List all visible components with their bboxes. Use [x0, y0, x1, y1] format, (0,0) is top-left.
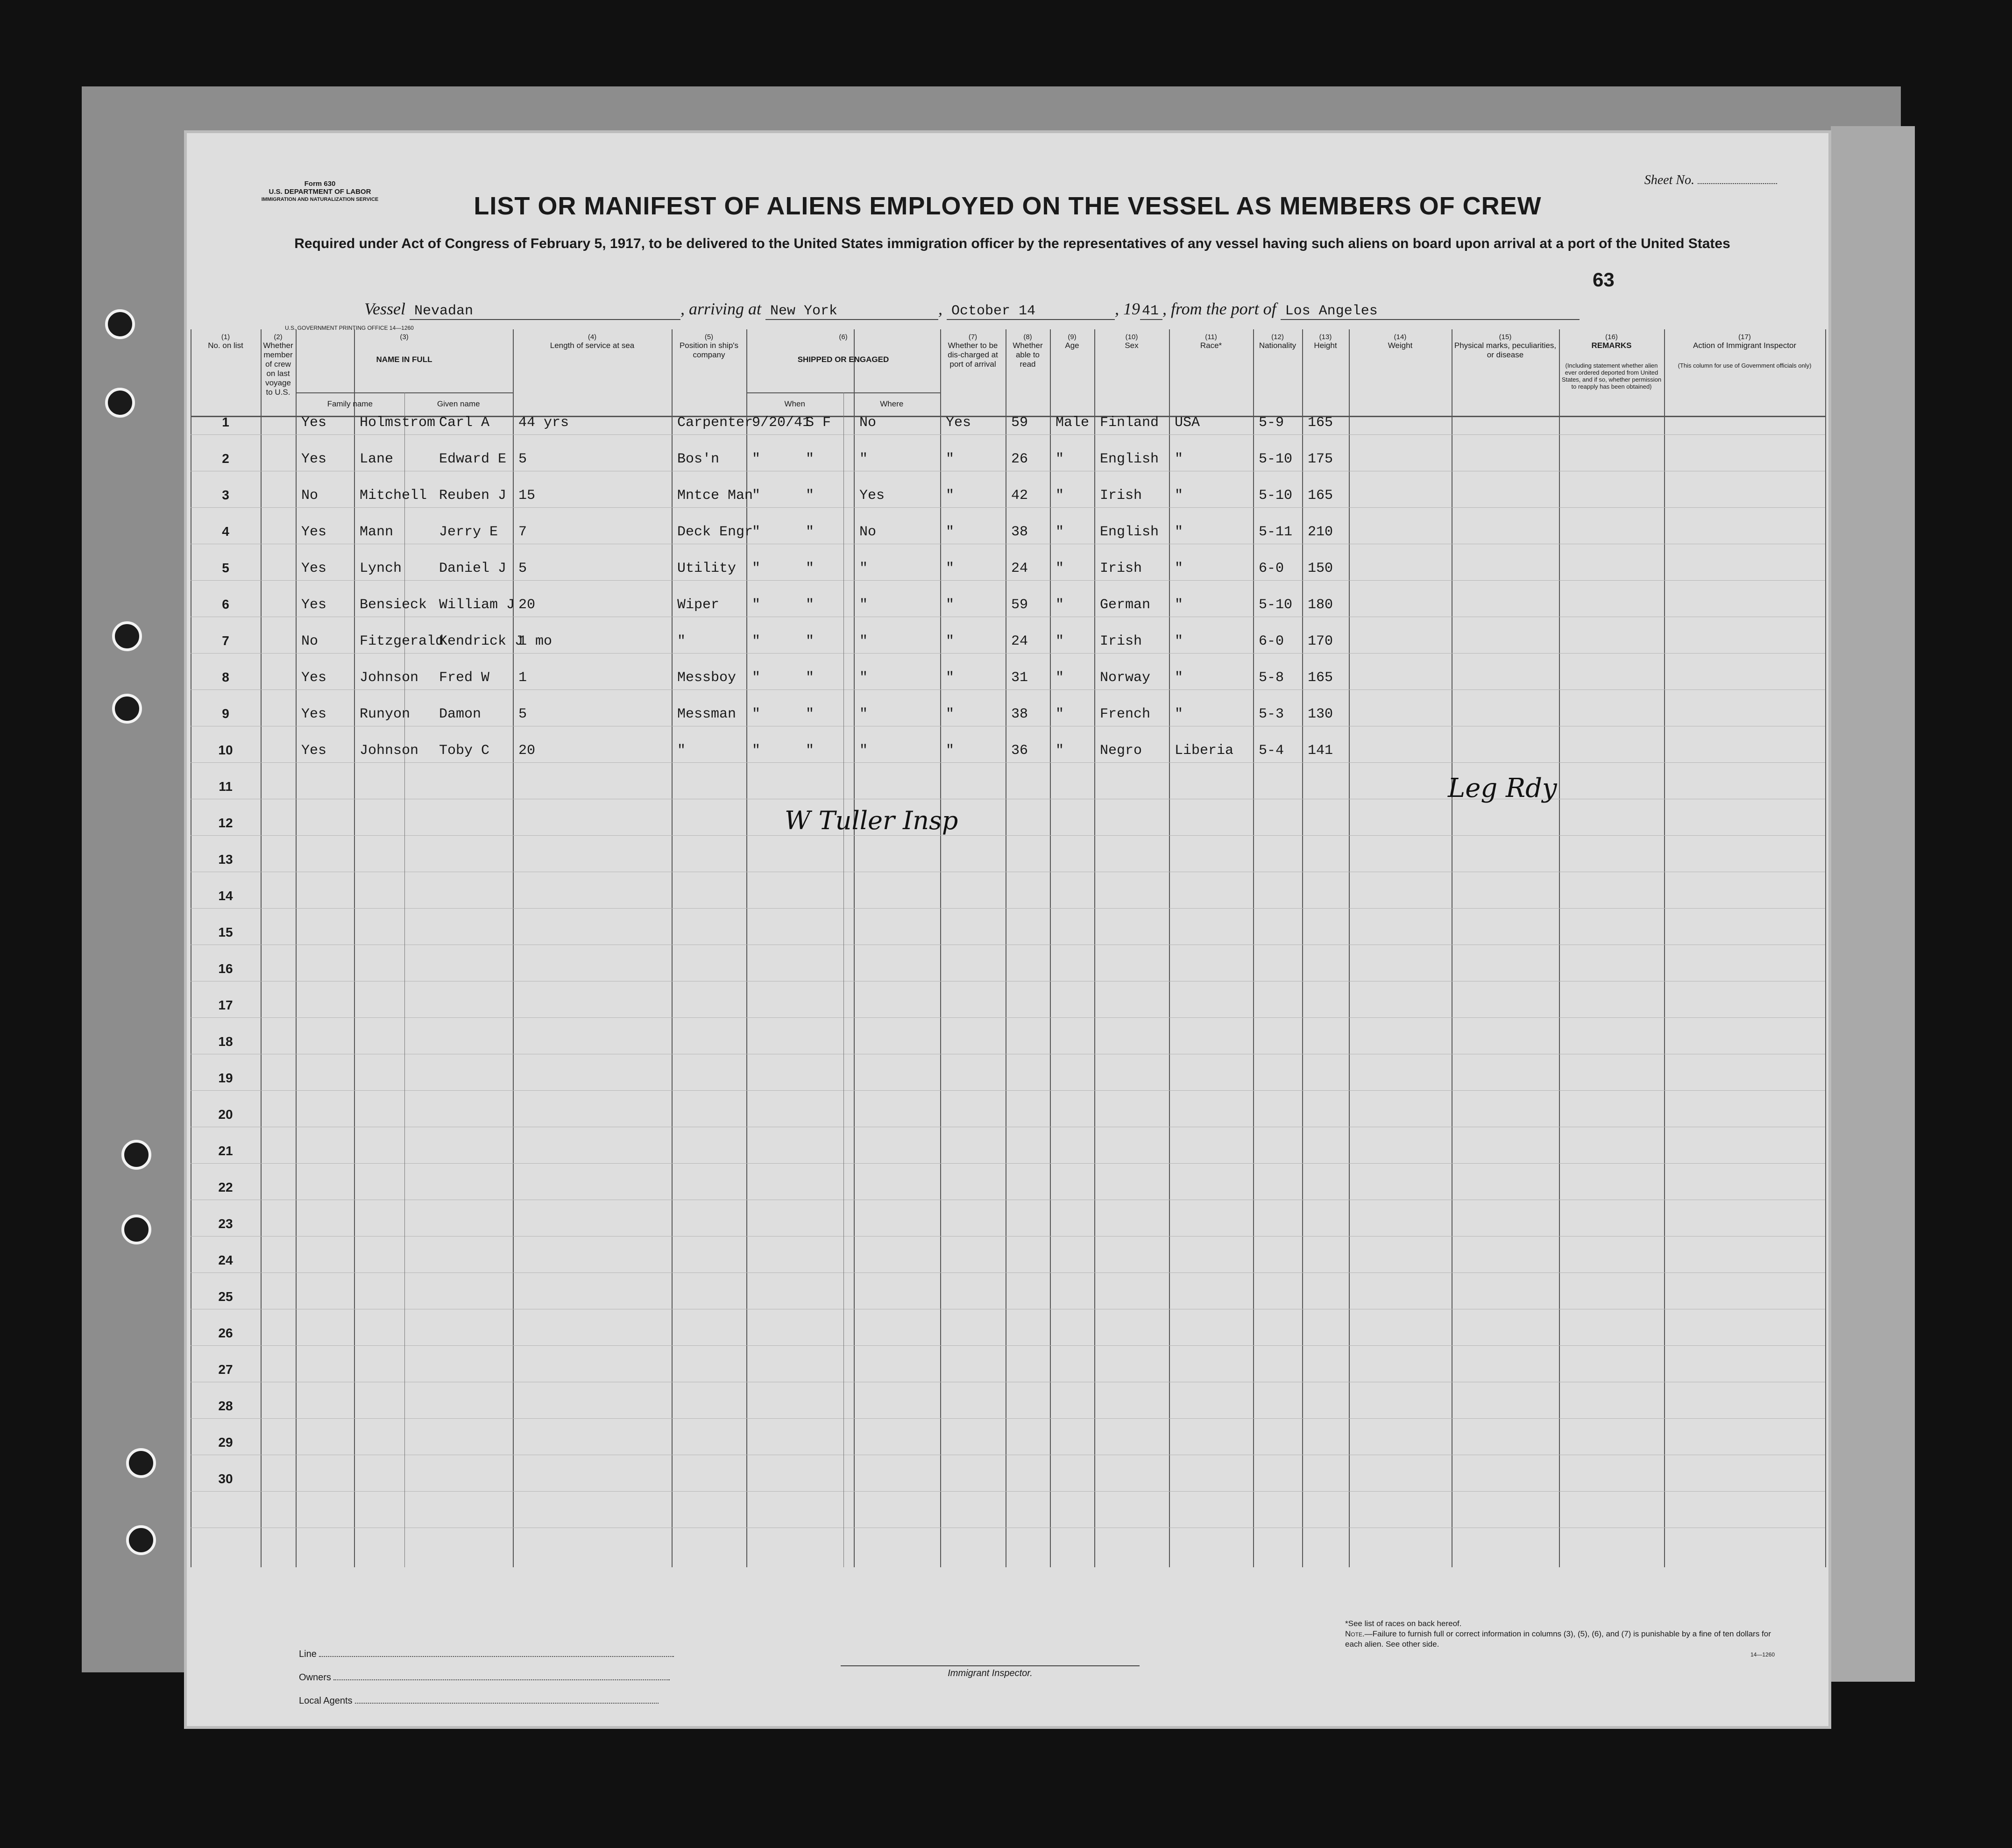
table-cell: " [946, 670, 955, 686]
table-cell: 20 [518, 743, 536, 759]
backing-sheet-edge [1831, 126, 1915, 1682]
table-cell: 5-10 [1259, 451, 1293, 467]
table-cell: " [1175, 524, 1183, 540]
table-cell: " [1056, 633, 1064, 649]
table-cell: Holmstrom [360, 415, 436, 431]
table-cell: English [1100, 451, 1159, 467]
arrival-year: 41 [1140, 303, 1162, 320]
departure-port: Los Angeles [1281, 303, 1580, 320]
table-cell: No [301, 633, 319, 649]
binder-hole [126, 1448, 156, 1478]
table-cell: Damon [439, 706, 482, 722]
arrival-port: New York [765, 303, 938, 320]
inspector-label: Immigrant Inspector. [841, 1665, 1140, 1679]
table-cell: 180 [1308, 597, 1333, 613]
row-rule [191, 762, 1825, 763]
table-cell: " [752, 706, 761, 722]
table-cell: No [859, 524, 877, 540]
line-number: 22 [218, 1180, 233, 1194]
column-header: Weight [1388, 341, 1413, 350]
line-number: 18 [218, 1034, 233, 1049]
table-cell: Fred W [439, 670, 490, 686]
column-number: (1) [221, 333, 230, 341]
table-cell: " [859, 597, 868, 613]
table-cell: " [859, 561, 868, 576]
form-department: U.S. DEPARTMENT OF LABOR [269, 188, 371, 196]
table-cell: " [752, 670, 761, 686]
column-header: Whether to be dis-charged at port of arrival [948, 341, 998, 369]
table-cell: Yes [301, 597, 327, 613]
line-number: 27 [218, 1362, 233, 1377]
table-cell: Wiper [677, 597, 720, 613]
table-cell: Lynch [360, 561, 402, 576]
row-rule [191, 1345, 1825, 1346]
table-cell: " [859, 633, 868, 649]
table-cell: " [946, 488, 955, 504]
table-cell: " [806, 597, 815, 613]
line-number: 6 [222, 597, 229, 611]
remark-handwriting: Leg Rdy [1448, 773, 1557, 803]
table-cell: USA [1175, 415, 1200, 431]
table-cell: " [946, 706, 955, 722]
table-cell: " [1056, 488, 1064, 504]
table-cell: " [946, 597, 955, 613]
agents-label: Local Agents [299, 1696, 353, 1706]
column-header: Race* [1200, 341, 1222, 350]
table-cell: 130 [1308, 706, 1333, 722]
table-cell: Bensieck [360, 597, 427, 613]
binder-hole [112, 621, 142, 651]
line-number: 2 [222, 451, 229, 466]
agents-blank [355, 1703, 659, 1704]
table-cell: " [1175, 633, 1183, 649]
table-cell: " [1056, 561, 1064, 576]
row-rule [191, 689, 1825, 690]
line-number: 5 [222, 561, 229, 575]
voyage-line: Vessel Nevadan , arriving at New York , October 14 , 19 41 , from the port of Los Angeles [364, 299, 1580, 320]
form-service: IMMIGRATION AND NATURALIZATION SERVICE [261, 197, 379, 202]
column-subheader: Given name [437, 399, 480, 408]
inspector-signature: W Tuller Insp [785, 806, 958, 835]
line-number: 23 [218, 1216, 233, 1231]
table-cell: " [859, 743, 868, 759]
table-cell: " [1056, 524, 1064, 540]
table-cell: Carpenter [677, 415, 753, 431]
column-number: (10) [1125, 333, 1138, 341]
table-cell: " [946, 451, 955, 467]
table-cell: 5-4 [1259, 743, 1284, 759]
row-rule [191, 434, 1825, 435]
column-header: Height [1314, 341, 1337, 350]
table-cell: 150 [1308, 561, 1333, 576]
column-header-note: (Including statement whether alien ever ordered deported from United States, and if so, whether permission to reapply has been obtained) [1561, 362, 1662, 390]
table-cell: 20 [518, 597, 536, 613]
line-number: 12 [218, 816, 233, 830]
row-rule [191, 1418, 1825, 1419]
table-cell: " [1175, 451, 1183, 467]
line-number: 20 [218, 1107, 233, 1122]
table-cell: 59 [1011, 415, 1028, 431]
table-cell: " [859, 670, 868, 686]
table-cell: " [752, 743, 761, 759]
table-cell: 6-0 [1259, 561, 1284, 576]
binder-hole [112, 694, 142, 724]
manifest-sheet [187, 133, 1828, 1726]
table-cell: 1 mo [518, 633, 553, 649]
column-subheader: Family name [327, 399, 373, 408]
row-rule [191, 1090, 1825, 1091]
column-number: (9) [1068, 333, 1077, 341]
row-rule [191, 1272, 1825, 1273]
table-cell: Male [1056, 415, 1090, 431]
table-cell: No [859, 415, 877, 431]
note-label: Note. [1345, 1629, 1365, 1638]
table-cell: " [806, 451, 815, 467]
table-cell: Johnson [360, 743, 419, 759]
table-cell: " [946, 561, 955, 576]
table-cell: " [752, 561, 761, 576]
column-header-note: (This column for use of Government officials only) [1678, 362, 1812, 369]
line-number: 24 [218, 1253, 233, 1267]
line-number: 7 [222, 633, 229, 648]
line-number: 26 [218, 1326, 233, 1340]
column-subheader: When [784, 399, 805, 408]
table-cell: Negro [1100, 743, 1142, 759]
table-cell: 36 [1011, 743, 1028, 759]
line-number: 10 [218, 743, 233, 757]
column-number: (17) [1738, 333, 1751, 341]
table-cell: 7 [518, 524, 527, 540]
table-cell: " [1175, 706, 1183, 722]
printer-imprint: U.S. GOVERNMENT PRINTING OFFICE 14—1260 [285, 325, 414, 331]
column-header: Sex [1125, 341, 1139, 350]
table-cell: " [1056, 597, 1064, 613]
column-header: Whether member of crew on last voyage to U.S. [263, 341, 293, 397]
column-number: (4) [588, 333, 597, 341]
port-label: from the port of [1171, 299, 1276, 318]
table-cell: 175 [1308, 451, 1333, 467]
line-blank [319, 1656, 674, 1657]
table-cell: 141 [1308, 743, 1333, 759]
column-number: (6) [839, 333, 848, 341]
line-number: 25 [218, 1289, 233, 1304]
row-rule [191, 1236, 1825, 1237]
table-cell: 5 [518, 451, 527, 467]
column-subheader: Where [880, 399, 904, 408]
table-cell: French [1100, 706, 1151, 722]
races-note: *See list of races on back hereof. [1345, 1619, 1462, 1628]
column-rule [1825, 329, 1826, 1567]
table-cell: " [752, 524, 761, 540]
table-cell: " [806, 633, 815, 649]
row-rule [191, 835, 1825, 836]
line-number: 16 [218, 961, 233, 976]
table-cell: " [946, 743, 955, 759]
table-cell: 165 [1308, 415, 1333, 431]
table-cell: No [301, 488, 319, 504]
table-cell: 5 [518, 561, 527, 576]
subcolumn-rule [843, 392, 844, 1567]
binder-hole [126, 1525, 156, 1555]
table-cell: 9/20/41 [752, 415, 811, 431]
sheet-no-field [1644, 173, 1777, 188]
table-cell: 170 [1308, 633, 1333, 649]
note-text: —Failure to furnish full or correct information in columns (3), (5), (6), and (7) is punishable by a fine of ten dollars for each alien. See other side. [1345, 1629, 1771, 1649]
table-cell: Yes [946, 415, 971, 431]
table-cell: 15 [518, 488, 536, 504]
table-cell: 5-10 [1259, 597, 1293, 613]
line-number: 13 [218, 852, 233, 867]
line-number: 14 [218, 888, 233, 903]
table-cell: Yes [301, 451, 327, 467]
table-cell: 165 [1308, 670, 1333, 686]
column-header: Length of service at sea [550, 341, 635, 350]
table-cell: S F [806, 415, 831, 431]
agents-field [299, 1696, 659, 1706]
table-cell: Toby C [439, 743, 490, 759]
table-cell: Irish [1100, 488, 1142, 504]
table-cell: " [859, 706, 868, 722]
form-number: Form 630 [304, 180, 336, 188]
table-cell: Daniel J [439, 561, 507, 576]
table-cell: 5-9 [1259, 415, 1284, 431]
line-number: 19 [218, 1071, 233, 1085]
binder-hole [121, 1140, 151, 1170]
table-cell: Runyon [360, 706, 411, 722]
table-cell: Irish [1100, 561, 1142, 576]
table-cell: Liberia [1175, 743, 1234, 759]
table-cell: Yes [301, 524, 327, 540]
table-cell: " [859, 451, 868, 467]
binder-hole [105, 309, 135, 339]
table-cell: Lane [360, 451, 394, 467]
line-label: Line [299, 1649, 317, 1659]
table-cell: " [752, 597, 761, 613]
column-number: (14) [1394, 333, 1407, 341]
column-header: Action of Immigrant Inspector [1693, 341, 1797, 350]
table-cell: " [1056, 670, 1064, 686]
table-cell: Kendrick J [439, 633, 524, 649]
table-cell: Yes [301, 670, 327, 686]
row-rule [191, 908, 1825, 909]
owners-blank [333, 1679, 670, 1680]
table-cell: English [1100, 524, 1159, 540]
table-cell: Messman [677, 706, 737, 722]
table-cell: 5 [518, 706, 527, 722]
table-cell: Mntce Man [677, 488, 753, 504]
table-cell: 38 [1011, 524, 1028, 540]
owners-field [299, 1672, 670, 1683]
table-cell: 5-11 [1259, 524, 1293, 540]
table-cell: 24 [1011, 633, 1028, 649]
subcolumn-rule [404, 392, 405, 1567]
table-cell: Edward E [439, 451, 507, 467]
column-header: Age [1065, 341, 1079, 350]
column-header: REMARKS [1591, 341, 1632, 350]
table-cell: " [806, 488, 815, 504]
column-number: (2) [274, 333, 283, 341]
table-cell: Yes [859, 488, 885, 504]
table-cell: " [1056, 706, 1064, 722]
line-number: 17 [218, 998, 233, 1012]
line-number: 8 [222, 670, 229, 684]
table-cell: 5-10 [1259, 488, 1293, 504]
row-rule [191, 507, 1825, 508]
line-number: 3 [222, 488, 229, 502]
table-cell: " [946, 524, 955, 540]
column-header: SHIPPED OR ENGAGED [797, 355, 889, 364]
column-number: (8) [1023, 333, 1032, 341]
column-header: Physical marks, peculiarities, or disease [1454, 341, 1557, 359]
table-cell: Finland [1100, 415, 1159, 431]
column-number: (13) [1319, 333, 1332, 341]
table-cell: " [946, 633, 955, 649]
table-cell: " [1175, 488, 1183, 504]
sheet-no-label: Sheet No. [1644, 173, 1694, 187]
row-rule [191, 580, 1825, 581]
row-rule [191, 1017, 1825, 1018]
column-number: (7) [968, 333, 978, 341]
table-cell: 5-8 [1259, 670, 1284, 686]
line-number: 15 [218, 925, 233, 939]
table-cell: Jerry E [439, 524, 498, 540]
footer-note [1345, 1619, 1775, 1660]
table-cell: Bos'n [677, 451, 720, 467]
table-cell: 38 [1011, 706, 1028, 722]
line-number: 30 [218, 1471, 233, 1486]
column-header: Whether able to read [1013, 341, 1043, 369]
column-header: NAME IN FULL [376, 355, 432, 364]
sheet-no-blank [1698, 183, 1777, 184]
page-subtitle: Required under Act of Congress of February 5, 1917, to be delivered to the United States immigration officer by the representatives of any vessel having such aliens on board upon arrival at a port of the United States [294, 236, 1730, 251]
line-number: 9 [222, 706, 229, 721]
table-cell: 24 [1011, 561, 1028, 576]
table-cell: " [806, 706, 815, 722]
table-cell: Norway [1100, 670, 1151, 686]
table-cell: 6-0 [1259, 633, 1284, 649]
table-cell: Yes [301, 561, 327, 576]
vessel-name: Nevadan [410, 303, 680, 320]
line-number: 29 [218, 1435, 233, 1450]
table-cell: Yes [301, 706, 327, 722]
manifest-table [191, 329, 1825, 1567]
table-cell: Johnson [360, 670, 419, 686]
table-cell: 5-3 [1259, 706, 1284, 722]
header-rule [191, 416, 1825, 417]
table-cell: " [1175, 597, 1183, 613]
table-cell: Deck Engr [677, 524, 753, 540]
table-cell: 42 [1011, 488, 1028, 504]
column-number: (16) [1605, 333, 1618, 341]
form-code: 14—1260 [1750, 1651, 1775, 1658]
owners-label: Owners [299, 1672, 331, 1683]
binder-hole [105, 388, 135, 418]
year-prefix: 19 [1123, 299, 1140, 318]
table-cell: 59 [1011, 597, 1028, 613]
sheet-number: 63 [1593, 269, 1615, 291]
table-cell: Yes [301, 415, 327, 431]
table-cell: " [1175, 561, 1183, 576]
arrival-date: October 14 [947, 303, 1115, 320]
table-cell: " [677, 743, 686, 759]
table-cell: " [1056, 451, 1064, 467]
table-cell: " [1175, 670, 1183, 686]
column-header: Nationality [1259, 341, 1296, 350]
table-cell: Messboy [677, 670, 737, 686]
line-field [299, 1649, 674, 1660]
column-number: (15) [1499, 333, 1512, 341]
table-cell: Mitchell [360, 488, 427, 504]
line-number: 11 [219, 779, 233, 794]
line-number: 21 [218, 1144, 233, 1158]
table-cell: Yes [301, 743, 327, 759]
binder-hole [121, 1215, 151, 1244]
table-cell: " [677, 633, 686, 649]
column-number: (12) [1271, 333, 1284, 341]
column-header: Position in ship's company [679, 341, 739, 359]
table-cell: 165 [1308, 488, 1333, 504]
table-cell: 1 [518, 670, 527, 686]
table-cell: 31 [1011, 670, 1028, 686]
table-cell: Carl A [439, 415, 490, 431]
line-number: 4 [222, 524, 229, 539]
column-number: (3) [400, 333, 409, 341]
table-cell: " [806, 524, 815, 540]
table-cell: " [752, 488, 761, 504]
table-cell: Irish [1100, 633, 1142, 649]
table-cell: " [1056, 743, 1064, 759]
vessel-label: Vessel [364, 299, 405, 318]
table-cell: Reuben J [439, 488, 507, 504]
table-cell: Mann [360, 524, 394, 540]
table-cell: " [752, 633, 761, 649]
row-rule [191, 1491, 1825, 1492]
table-cell: 44 yrs [518, 415, 569, 431]
column-header: No. on list [208, 341, 243, 350]
row-rule [191, 653, 1825, 654]
table-cell: " [806, 743, 815, 759]
table-cell: William J [439, 597, 515, 613]
column-number: (5) [704, 333, 714, 341]
column-number: (11) [1205, 333, 1217, 341]
line-number: 28 [218, 1399, 233, 1413]
table-cell: German [1100, 597, 1151, 613]
arriving-label: arriving at [688, 299, 761, 318]
table-cell: Utility [677, 561, 737, 576]
line-number: 1 [222, 415, 229, 429]
table-cell: " [806, 670, 815, 686]
table-cell: " [752, 451, 761, 467]
table-cell: Fitzgerald [360, 633, 444, 649]
row-rule [191, 1163, 1825, 1164]
page-title: LIST OR MANIFEST OF ALIENS EMPLOYED ON THE VESSEL AS MEMBERS OF CREW [474, 192, 1542, 220]
table-cell: " [806, 561, 815, 576]
table-cell: 26 [1011, 451, 1028, 467]
table-cell: 210 [1308, 524, 1333, 540]
